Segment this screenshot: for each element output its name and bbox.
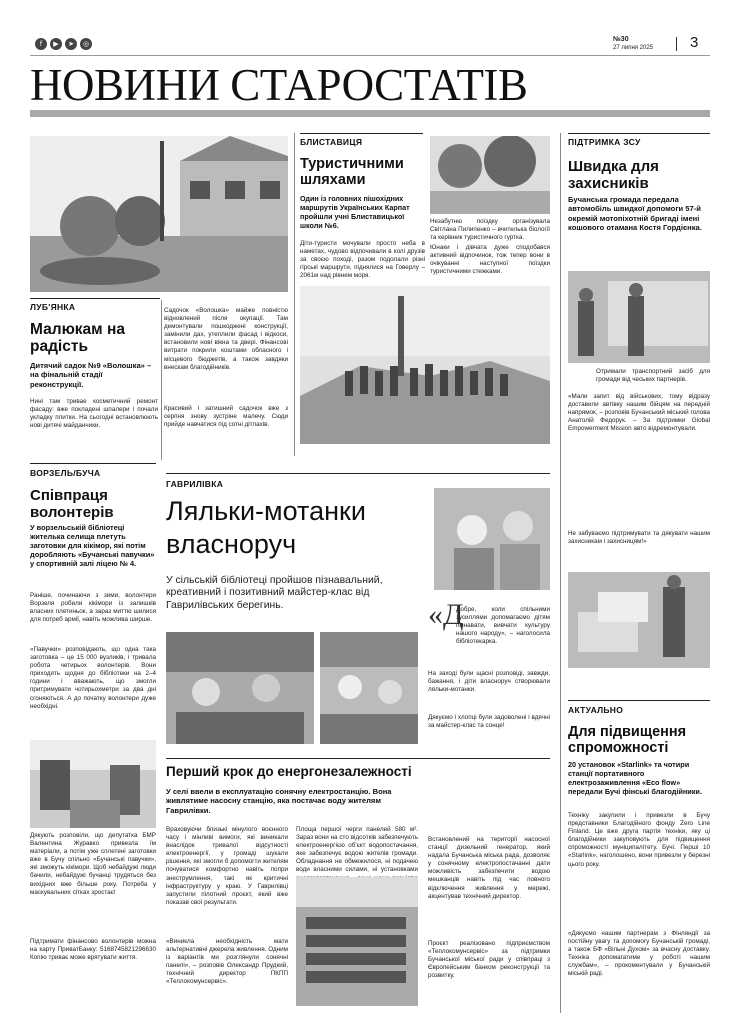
article-body: Проєкт реалізовано підприємством «Теплокомунсервіс» за підтримки Бучанської міської ради у співпраці з Європейським банком реконструкції та розвитку. (428, 940, 550, 980)
issue-number: №30 (613, 36, 629, 43)
column-rule (161, 300, 162, 460)
page-number: 3 (690, 34, 699, 51)
article-body: Діти-туристи мочували просто неба в наметах, чудово відпочивали в колі друзів за своєю поході, разом подолали різні гірські маршрути, піднялися на Говерлу – 2061м над рівнем моря. (300, 240, 425, 280)
section-label: ВОРЗЕЛЬ/БУЧА (30, 468, 101, 478)
article-lead: Один із головних пішохідних маршрутів Українських Карпат пройшли учні Блиставицької школи №6. (300, 194, 410, 230)
article-lead: У селі ввели в експлуатацію сонячну електростанцію. Вона живлятиме насосну станцію, яка постачає воду жителям Гаврилівки. (166, 787, 392, 815)
youtube-icon[interactable]: ▶ (50, 38, 62, 50)
article-body: Встановлений на території насосної станції дизельний генератор, який надала Бучанська міська рада, дозволяє у сонячному електропостачанні дати можливість забезпечити водою мешканців навіть під час повного відключення живлення у мережі, акцентував технічний директор. (428, 836, 550, 900)
article-body: Площа першої черги панелей 580 м². Зараз вони на сто відсотків забезпечують електроенергією об'єкт водопостачання, яке забезпечує водою жителів громади. Обладнання не обмежилося, ні подачею води власними силами, ні установками (296, 826, 418, 874)
article-title: Ляльки-мотанки власноруч (166, 496, 366, 559)
section-rule (166, 758, 550, 759)
section-label: БЛИСТАВИЦЯ (300, 137, 363, 147)
section-rule (568, 700, 710, 701)
article-subtitle: У сільській бібліотеці пройшов пізнавальний, креативний і позитивний майстер-клас від Гаврилівських берегинь. (166, 575, 383, 611)
mountain-trees-photo (430, 136, 550, 214)
article-body: Техніку закупили і привезли в Бучу представники Благодійного фонду Zero Line Finland. Це вже друга партія техніки, яку ці благодійники закуповують для підвищення спроможності муніципалітету. Бучі. Перші 10 «Starlink», наголошено, вони привезли у березні цього року. (568, 812, 710, 868)
section-rule (166, 473, 550, 474)
article-title: Туристичними шляхами (300, 156, 404, 189)
facebook-icon[interactable]: f (35, 38, 47, 50)
workshop-photo-2 (320, 632, 418, 744)
article-body: «Дякуємо нашим партнерам з Фінляндії за постійну увагу та допомогу Бучанській громаді, а також БФ «Вільні Духом» за вчасну доставку. Техніка допомагатиме у роботі нашим службам», – прокоментували у Бучанській міській раді. (568, 930, 710, 978)
article-body: Отримали транспортний засіб для громади від чеських партнерів. (596, 368, 710, 384)
column-rule (294, 133, 295, 456)
article-title: Швидка для захисників (568, 158, 659, 192)
article-body: «Виникла необхідність мати альтернативні джерела живлення. Одним із варіантів ми розглянули сонячні панелі», – розповів Олександр Прудкий, технічний директор ПКПП «Теплокомунсервіс». (166, 938, 288, 986)
section-label: ПІДТРИМКА ЗСУ (568, 137, 641, 147)
article-lead: Дитячий садок №9 «Волошка» – на фінальній стадії реконструкції. (30, 361, 152, 389)
article-body: Враховуючи близькі мінулого воєнного часу і мінливі вимоги, які виникали внаслідок тривалої відсутності електроенергії, у громаді шукали рішення, які змогли б допомогти жителям почуватися комфортно навіть попри знеструмлення, такі як критичні інфраструктуру у краю. У Гаврилівці запустили пілотний проєкт, який вже показав свої результати. (166, 826, 288, 906)
article-lead: 20 установок «Starlink» та чотири станції портативного електрозаживлення «Eco flow» передали Бучі фінські благодійники. (568, 760, 702, 796)
header-divider (676, 37, 677, 51)
section-label: ГАВРИЛІВКА (166, 479, 224, 489)
solar-station-photo (296, 877, 418, 1006)
article-quote: Добре, коли спільними зусиллями допомагаємо дітям пізнавати, вивчати культуру нашого народу», – наголосила бібліотекарка. (456, 606, 550, 646)
girls-dolls-photo (434, 488, 550, 590)
section-label: АКТУАЛЬНО (568, 705, 624, 715)
article-body: Підтримати фінансово волонтерів можна на карту ПриватБанку: 5168745821296630 Копію триває може врятувати життя. (30, 938, 156, 962)
quote-mark: «Д (428, 598, 464, 631)
section-label: ЛУБ'ЯНКА (30, 302, 76, 312)
workshop-photo-1 (166, 632, 314, 744)
article-body: Не забуваємо підтримувати та дякувати нашим захисникам і захисницям!» (568, 530, 710, 546)
issue-date: 27 липня 2025 (613, 45, 654, 51)
section-rule (30, 298, 160, 299)
title-underline (30, 110, 710, 117)
column-rule (560, 133, 561, 1013)
instagram-icon[interactable]: ◎ (80, 38, 92, 50)
article-body: Незабутню поїздку організувала Світлана Пилипенко – вчителька біології та керівник туристичного гуртка. (430, 218, 550, 242)
tourists-summit-photo (300, 286, 550, 444)
article-title: Малюкам на радість (30, 321, 125, 356)
section-rule (568, 133, 710, 134)
section-rule (30, 463, 156, 464)
article-lead: У ворзельській бібліотеці жителька селища плетуть заготовки для кікімор, які потім доробляють «Бучанські павучки» у спортивній залі ліцею № 4. (30, 523, 155, 569)
article-body: Нині там тривае косметичний ремонт фасаду: вже покладені шпалери і почали укладку плитки. На сьогодні встановлюють нові дитячі майданчики. (30, 398, 158, 430)
article-title: Перший крок до енергонезалежності (166, 764, 412, 779)
article-body: Раніше, починаючи з зими, волонтери Ворзеля робили кікімори із залишків власних плетиньок, а зараз миттю шилися для потреб армії, навіть можлива ширше. (30, 592, 156, 624)
article-body: Красивий і затишний садочок вже з серпня знову зустріне малечу. Сюди прийде навчатися під сотні дітлахів. (164, 405, 288, 429)
article-body: «Мали запит від військових, тому відразу доставили автівку нашим бійцям на передній напрямок, – розповів Бучанський міський голова Анатолій Федорук. – За підтримки Global Empowerment Mission авто відремонтували. (568, 393, 710, 433)
page-title: НОВИНИ СТАРОСТАТІВ (30, 60, 528, 110)
article-body: Садочок «Волошка» майже повністю відновлений після окупації. Там демонтували пошкоджені конструкції, замінили дах, утеплили фасад і відкоси, встановили нові вікна та двері. Фінансові витрати покрили коштами обласного і місцевого бюджетів, а також завдяки внескам благодійників. (164, 307, 288, 371)
article-title: Співпраця волонтерів (30, 487, 114, 521)
section-rule (300, 133, 423, 134)
article-lead: Бучанська громада передала автомобіль швидкої допомоги 57-й окремій мотопіхотній бригаді імені кошового отамана Костя Гордієнка. (568, 195, 702, 233)
article-body: «Павучки» розповідають, що одна така заготовка – це 15 000 вузликів, і тривала робота четирьох волонтерів. Вони приходять щодня до бібліотеки на 2–4 години і вважають, що змогли притримувати чотирьохметри за два дні сгоняються. А до початку волонтери дуже необхідні. (30, 646, 156, 710)
telegram-icon[interactable]: ➤ (65, 38, 77, 50)
ambulance-photo (568, 271, 710, 363)
header-rule (30, 55, 710, 56)
article-body: Юнаки і дівчата дуже сподобався активний відпочинок, тож тепер вони в очікуванні наступної поїздки туристичними стежками. (430, 244, 550, 276)
social-icons (35, 38, 95, 50)
article-body: Дякуємо і хлопці були задоволені і вдячні за майстер-клас та сонце! (428, 714, 550, 730)
starlink-boxes-photo (568, 572, 710, 668)
article-title: Для підвищення спроможності (568, 724, 687, 757)
article-body: Дякують розповіли, що депутатка БМР Валентина Журавко привезла їм матеріали, а потім уже сплетені заготовки вже в Бучу спільно «Бучанські павучки», які зможуть кікімори. Щоб небайдужі люди бачили, небайдужі бучанці трудяться без вихідних вже більше року. Потреба у маскувальних сітках зростає! (30, 832, 156, 896)
kindergarten-photo (30, 136, 288, 292)
volunteers-photo (30, 740, 156, 828)
article-body: На заході були щасні розповіді, завжди, бажання, і діти власноруч створювали ляльки-мотанки. (428, 670, 550, 694)
